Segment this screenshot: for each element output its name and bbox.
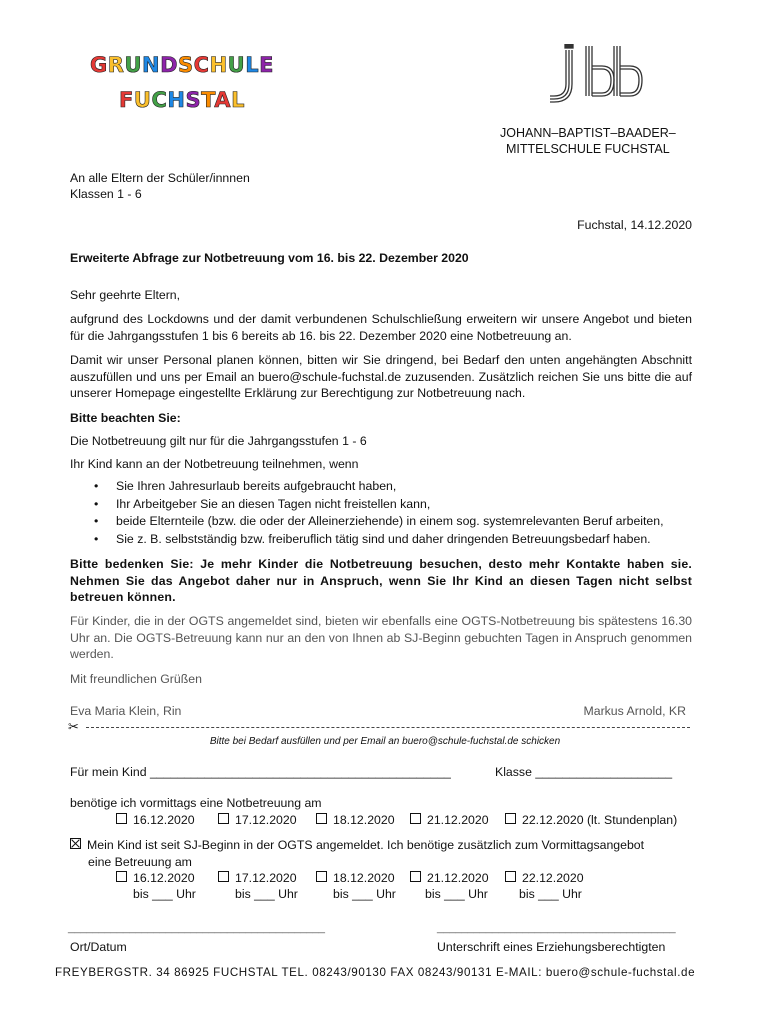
checkbox-icon[interactable]	[505, 871, 516, 882]
subject: Erweiterte Abfrage zur Notbetreuung vom 16. bis 22. Dezember 2020	[70, 251, 469, 265]
paragraph-2: Damit wir unser Personal planen können, bitten wir Sie dringend, bei Bedarf den unten angehängten Abschnitt auszufüllen und uns per Email an buero@schule-fuchstal.de zuzusenden. Zusätzlich reichen Sie uns bitte die auf unserer Homepage eingestellte Erklärung zur Berechtigung zur Notbetreuung nach.	[70, 353, 692, 401]
condition-list	[70, 478, 710, 548]
cut-note: Bitte bei Bedarf ausfüllen und per Email an buero@schule-fuchstal.de schicken	[209, 736, 561, 747]
recipient-line-2: Klassen 1 - 6	[70, 187, 142, 201]
logo-letter: R	[107, 53, 125, 77]
time-field[interactable]: bis ___ Uhr	[519, 887, 582, 901]
child-name-field[interactable]: Für mein Kind ____________________________________________	[70, 765, 451, 779]
date-option-22[interactable]: 22.12.2020 (lt. Stundenplan)	[505, 813, 677, 827]
logo-line-2	[86, 86, 278, 114]
time-field[interactable]: bis ___ Uhr	[425, 887, 488, 901]
school-name	[500, 125, 700, 157]
class-field[interactable]: Klasse ____________________	[495, 765, 673, 779]
note-heading: Bitte beachten Sie:	[70, 411, 181, 425]
list-item: • Sie Ihren Jahresurlaub bereits aufgebraucht haben,	[70, 478, 710, 496]
school-name-line-1: JOHANN–BAPTIST–BAADER–	[500, 126, 676, 140]
ogts-date-option-18[interactable]: 18.12.2020	[316, 871, 395, 885]
ogts-date-option-17[interactable]: 17.12.2020	[218, 871, 297, 885]
jbb-logo	[548, 44, 648, 104]
time-field[interactable]: bis ___ Uhr	[333, 887, 396, 901]
signer-left: Eva Maria Klein, Rin	[70, 704, 182, 718]
school-name-line-2: MITTELSCHULE FUCHSTAL	[506, 142, 670, 156]
logo-letter: A	[214, 88, 232, 112]
date-option-18[interactable]: 18.12.2020	[316, 813, 395, 827]
date-option-17[interactable]: 17.12.2020	[218, 813, 297, 827]
checked-checkbox-icon[interactable]	[70, 838, 81, 849]
ogts-paragraph: Für Kinder, die in der OGTS angemeldet sind, bieten wir ebenfalls eine OGTS-Notbetreuung bis spätestens 16.30 Uhr an. Die OGTS-Betreuung kann nur an den von Ihnen ab SJ-Beginn gebuchten Tagen in Anspruch genommen werden.	[70, 614, 692, 662]
closing: Mit freundlichen Grüßen	[70, 672, 202, 686]
ogts-date-option-21[interactable]: 21.12.2020	[410, 871, 489, 885]
logo-letter: S	[185, 88, 202, 112]
note-line-2: Ihr Kind kann an der Notbetreuung teilnehmen, wenn	[70, 457, 359, 471]
list-item: • Ihr Arbeitgeber Sie an diesen Tagen nicht freistellen kann,	[70, 496, 710, 514]
logo-letter: H	[167, 88, 186, 112]
checkbox-icon[interactable]	[218, 871, 229, 882]
place-date-line[interactable]: __________________________________________	[68, 922, 325, 934]
logo-letter: G	[90, 53, 108, 77]
logo-letter: E	[259, 53, 274, 77]
cut-line	[86, 727, 690, 728]
place-date-label: Ort/Datum	[70, 940, 127, 954]
checkbox-icon[interactable]	[316, 871, 327, 882]
date-option-16[interactable]: 16.12.2020	[116, 813, 195, 827]
logo-letter: D	[160, 53, 179, 77]
date-line: Fuchstal, 14.12.2020	[577, 218, 692, 232]
signer-right: Markus Arnold, KR	[583, 704, 686, 718]
ogts-date-option-22[interactable]: 22.12.2020	[505, 871, 584, 885]
ogts-date-option-16[interactable]: 16.12.2020	[116, 871, 195, 885]
ogts-line-2: eine Betreuung am	[88, 855, 192, 869]
list-item: • beide Elternteile (bzw. die oder der Alleinerziehende) in einem sog. systemrelevanten Beruf arbeiten,	[70, 513, 710, 531]
checkbox-icon[interactable]	[410, 871, 421, 882]
paragraph-1: aufgrund des Lockdowns und der damit verbundenen Schulschließung erweitern wir unsere Angebot und bieten für die Jahrgangsstufen 1 bis 6 bereits ab 16. bis 22. Dezember 2020 eine Notbetreuung an.	[70, 312, 692, 343]
logo-letter: C	[193, 53, 210, 77]
logo-letter: L	[231, 88, 245, 112]
logo-letter: C	[151, 88, 168, 112]
logo-line-1	[86, 52, 278, 78]
checkbox-icon[interactable]	[116, 871, 127, 882]
checkbox-icon[interactable]	[218, 813, 229, 824]
list-item: • Sie z. B. selbstständig bzw. freiberuflich tätig sind und daher dringenden Betreuungsbedarf haben.	[70, 531, 710, 549]
logo-letter: L	[245, 53, 260, 77]
signature-line[interactable]: _______________________________________	[437, 922, 676, 934]
checkbox-icon[interactable]	[116, 813, 127, 824]
grundschule-logo	[86, 52, 278, 114]
ogts-option[interactable]: Mein Kind ist seit SJ-Beginn in der OGTS angemeldet. Ich benötige zusätzlich zum Vormittagsangebot	[70, 838, 644, 852]
logo-letter: N	[142, 53, 161, 77]
time-field[interactable]: bis ___ Uhr	[235, 887, 298, 901]
checkbox-icon[interactable]	[505, 813, 516, 824]
logo-letter: T	[201, 88, 215, 112]
footer-address: FREYBERGSTR. 34 86925 FUCHSTAL TEL. 08243/90130 FAX 08243/90131 E-MAIL: buero@schule-fuchstal.de	[55, 966, 696, 979]
logo-letter: U	[124, 53, 143, 77]
scissors-icon: ✂	[68, 719, 79, 734]
logo-letter: F	[119, 88, 134, 112]
checkbox-icon[interactable]	[410, 813, 421, 824]
greeting: Sehr geehrte Eltern,	[70, 288, 181, 302]
checkbox-icon[interactable]	[316, 813, 327, 824]
logo-letter: H	[209, 53, 228, 77]
need-label: benötige ich vormittags eine Notbetreuung am	[70, 796, 322, 810]
date-option-21[interactable]: 21.12.2020	[410, 813, 489, 827]
recipient-line-1: An alle Eltern der Schüler/innnen	[70, 171, 250, 185]
recipient	[70, 170, 250, 202]
time-field[interactable]: bis ___ Uhr	[133, 887, 196, 901]
logo-letter: U	[227, 53, 246, 77]
warning: Bitte bedenken Sie: Je mehr Kinder die Notbetreuung besuchen, desto mehr Kontakte haben sie. Nehmen Sie das Angebot daher nur in Anspruch, wenn Sie Ihr Kind an diesen Tagen nicht selbst betreuen können.	[70, 557, 692, 605]
logo-letter: S	[178, 53, 194, 77]
signature-label: Unterschrift eines Erziehungsberechtigten	[437, 940, 666, 954]
note-line-1: Die Notbetreuung gilt nur für die Jahrgangsstufen 1 - 6	[70, 434, 367, 448]
logo-letter: U	[133, 88, 152, 112]
